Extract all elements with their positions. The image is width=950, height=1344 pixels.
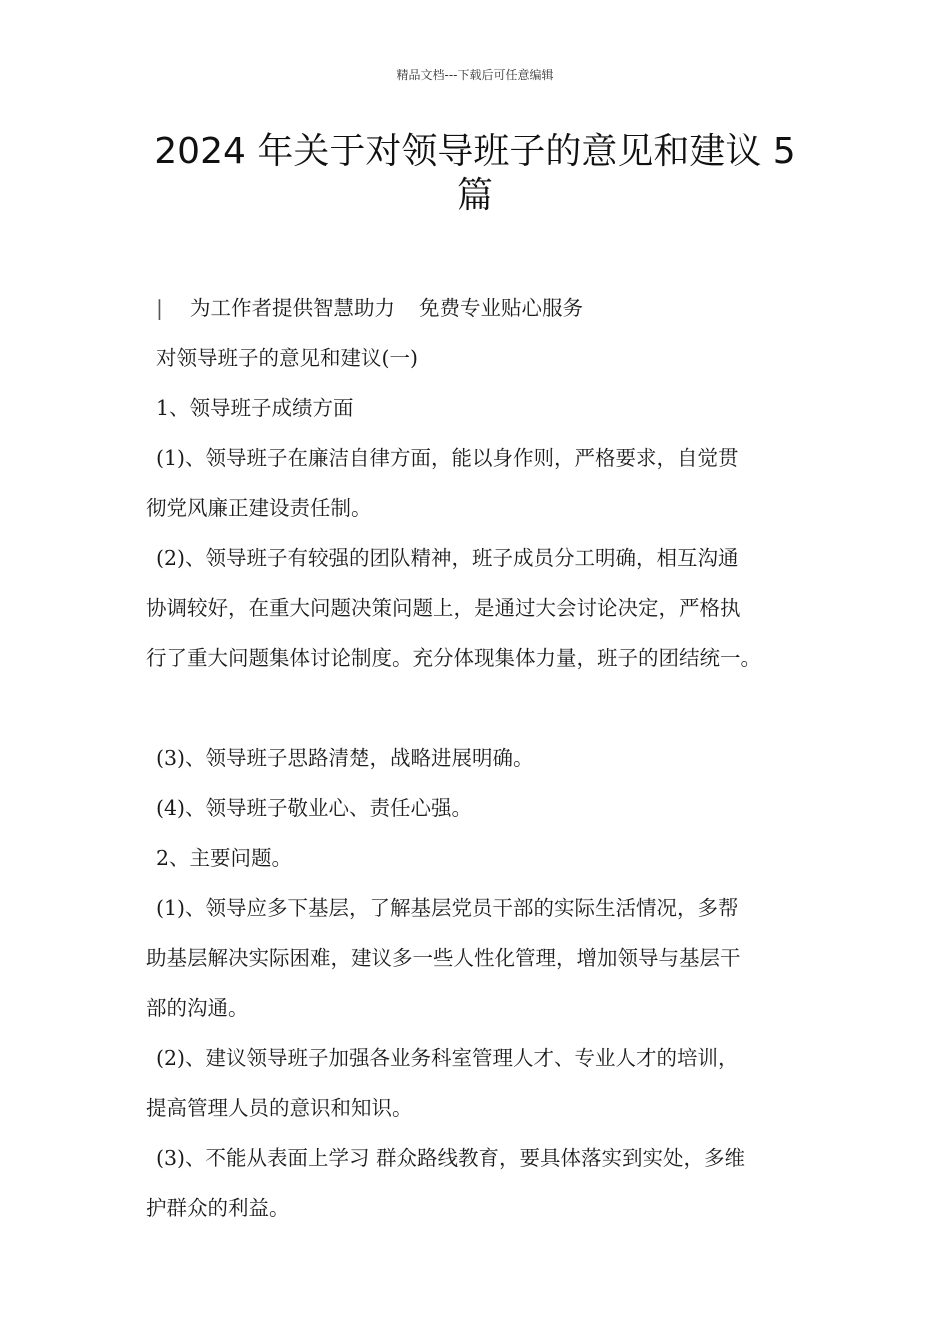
heading-2: 2、主要问题。 <box>156 846 293 870</box>
heading-1: 1、领导班子成绩方面 <box>156 396 354 420</box>
paragraph-2-line-2: 协调较好，在重大问题决策问题上，是通过大会讨论决定，严格执 <box>146 596 741 620</box>
issue-1-line-2: 助基层解决实际困难，建议多一些人性化管理，增加领导与基层干 <box>146 946 741 970</box>
tagline-bar: | <box>156 296 163 320</box>
document-title <box>120 130 830 218</box>
tagline-part-2: 免费专业贴心服务 <box>419 296 583 320</box>
issue-2-line-1: (2)、建议领导班子加强各业务科室管理人才、专业人才的培训， <box>156 1046 739 1070</box>
document-body <box>146 283 816 1233</box>
issue-3-line-1: (3)、不能从表面上学习 群众路线教育，要具体落实到实处，多维 <box>156 1146 746 1170</box>
paragraph-2-line-1: (2)、领导班子有较强的团队精神，班子成员分工明确，相互沟通 <box>156 546 739 570</box>
tagline-part-1: 为工作者提供智慧助力 <box>190 296 395 320</box>
title-line-2: 篇 <box>456 175 493 216</box>
paragraph-1-line-1: (1)、领导班子在廉洁自律方面，能以身作则，严格要求，自觉贯 <box>156 446 739 470</box>
issue-3-line-2: 护群众的利益。 <box>146 1196 290 1220</box>
issue-2-line-2: 提高管理人员的意识和知识。 <box>146 1096 413 1120</box>
paragraph-1-line-2: 彻党风廉正建设责任制。 <box>146 496 372 520</box>
blank-line <box>146 683 816 733</box>
paragraph-2-line-3: 行了重大问题集体讨论制度。充分体现集体力量，班子的团结统一。 <box>146 646 761 670</box>
paragraph-4: (4)、领导班子敬业心、责任心强。 <box>156 796 473 820</box>
issue-1-line-1: (1)、领导应多下基层，了解基层党员干部的实际生活情况，多帮 <box>156 896 739 920</box>
tagline <box>146 283 816 333</box>
title-line-1: 2024 年关于对领导班子的意见和建议 5 <box>154 131 796 172</box>
issue-1-line-3: 部的沟通。 <box>146 996 249 1020</box>
section-title: 对领导班子的意见和建议(一) <box>156 346 418 370</box>
page-header: 精品文档---下载后可任意编辑 <box>396 68 554 82</box>
paragraph-3: (3)、领导班子思路清楚，战略进展明确。 <box>156 746 534 770</box>
